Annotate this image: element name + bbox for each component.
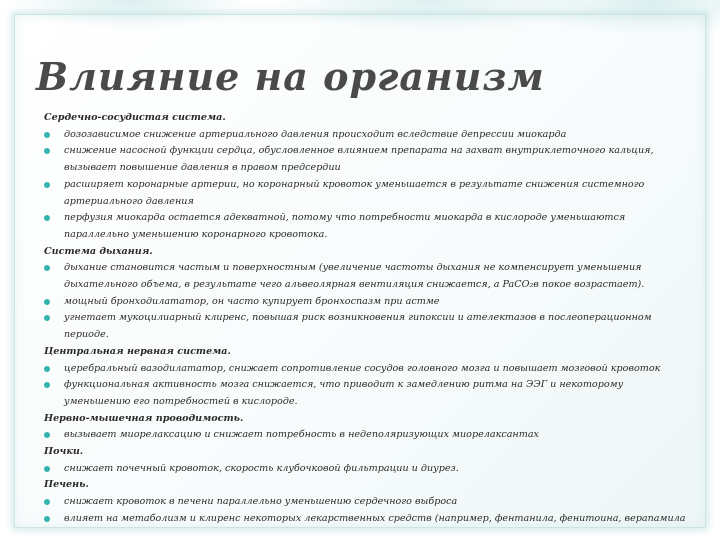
bullet-icon [44, 265, 50, 271]
bullet-icon [44, 516, 50, 522]
bullet-line: уменьшению его потребностей в кислороде. [64, 395, 298, 407]
section-heading: Печень. [44, 479, 89, 491]
bullet-icon [44, 215, 50, 221]
bullet-icon [44, 315, 50, 321]
bullet-line: дыхательного объема, в результате чего альвеолярная вентиляция снижается, а PaCO₂в покое возрастает). [64, 279, 645, 291]
bullet-item [44, 260, 674, 293]
bullet-item [44, 310, 674, 343]
bullet-icon [44, 182, 50, 188]
bullet-item [44, 461, 674, 478]
bullet-line: мощный бронходилататор, он часто купирует бронхоспазм при астме [64, 295, 440, 307]
decorative-border [0, 0, 720, 34]
slide-title: Влияние на организм [36, 54, 545, 99]
slide-content [44, 110, 686, 528]
section-heading: Почки. [44, 446, 84, 458]
bullet-icon [44, 299, 50, 305]
bullet-line: периоде. [64, 329, 109, 341]
bullet-item [44, 127, 674, 144]
bullet-line: дозозависимое снижение артериального давления происходит вследствие депрессии миокарда [64, 128, 567, 140]
bullet-line: угнетает мукоцилиарный клиренс, повышая риск возникновения гипоксии и ателектазов в послеоперационном [64, 312, 652, 324]
bullet-icon [44, 466, 50, 472]
section-heading: Сердечно-сосудистая система. [44, 112, 226, 123]
bullet-icon [44, 382, 50, 388]
bullet-line: перфузия миокарда остается адекватной, потому что потребности миокарда в кислороде уменьшаются [64, 212, 626, 224]
bullet-item [44, 494, 674, 511]
section-heading: Система дыхания. [44, 245, 153, 257]
bullet-item [44, 511, 686, 528]
bullet-line: снижает кровоток в печени параллельно уменьшению сердечного выброса [64, 496, 458, 508]
bullet-line: параллельно уменьшению коронарного кровотока. [64, 228, 328, 240]
bullet-item [44, 177, 674, 210]
bullet-icon [44, 499, 50, 505]
bullet-icon [44, 148, 50, 154]
bullet-line: влияет на метаболизм и клиренс некоторых лекарственных средств (например, фентанила, фенитоина, верапамила [64, 512, 686, 524]
bullet-line: вызывает миорелаксацию и снижает потребность в недеполяризующих миорелаксантах [64, 429, 539, 441]
bullet-item [44, 143, 674, 176]
bullet-icon [44, 132, 50, 138]
bullet-line: артериального давления [64, 195, 194, 207]
bullet-line: дыхание становится частым и поверхностным (увеличение частоты дыхания не компенсирует уменьшения [64, 262, 642, 274]
section-heading: Нервно-мышечная проводимость. [44, 412, 244, 424]
bullet-item [44, 361, 674, 378]
bullet-line: церебральный вазодилататор, снижает сопротивление сосудов головного мозга и повышает мозговой кровоток [64, 362, 661, 374]
bullet-item [44, 294, 674, 311]
bullet-item [44, 427, 674, 444]
bullet-line: снижение насосной функции сердца, обусловленное влиянием препарата на захват внутриклеточного кальция, [64, 145, 654, 157]
bullet-item [44, 210, 674, 243]
bullet-icon [44, 366, 50, 372]
bullet-line: расширяет коронарные артерии, но коронарный кровоток уменьшается в результате снижения системного [64, 178, 645, 190]
bullet-item [44, 377, 674, 410]
bullet-line: снижает почечный кровоток, скорость клубочковой фильтрации и диурез. [64, 462, 459, 474]
bullet-line: функциональная активность мозга снижается, что приводит к замедлению ритма на ЭЭГ и некоторому [64, 379, 624, 391]
section-heading: Центральная нервная система. [44, 345, 231, 357]
bullet-line: вызывает повышение давления в правом предсердии [64, 162, 341, 174]
bullet-icon [44, 432, 50, 438]
